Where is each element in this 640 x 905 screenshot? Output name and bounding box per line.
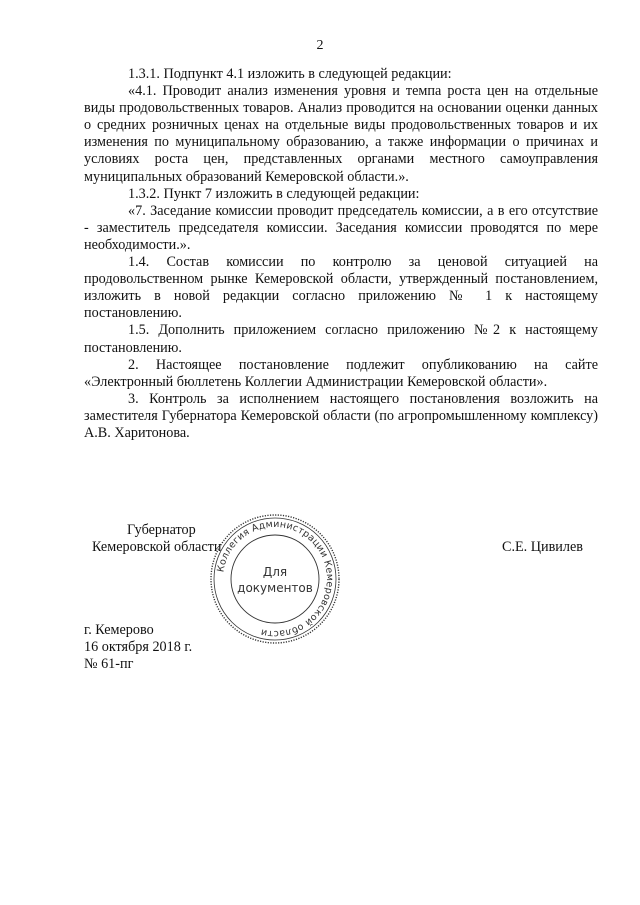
stamp-center-line2: документов xyxy=(237,581,313,595)
paragraph-1-5: 1.5. Дополнить приложением согласно приложению №2 к настоящему постановлению. xyxy=(84,322,598,356)
footer-date: 16 октября 2018 г. xyxy=(84,639,193,656)
signature-title: Губернатор xyxy=(127,522,196,538)
stamp-ring-text: Коллегия Администрации Кемеровской области xyxy=(215,518,336,640)
paragraph-3: 3. Контроль за исполнением настоящего постановления возложить на заместителя Губернатора Кемеровской области (по агропромышленному комплексу) А.В. Харитонова. xyxy=(84,390,598,441)
footer-city: г. Кемерово xyxy=(84,622,154,638)
stamp-center-line1: Для xyxy=(262,565,288,579)
footer-number: № 61-пг xyxy=(84,656,134,673)
paragraph-7-text: «7. Заседание комиссии проводит председатель комиссии, а в его отсутствие - заместитель председателя комиссии. Заседания комиссии проводятся по мере необходимости.». xyxy=(84,202,598,253)
signature-name: С.Е. Цивилев xyxy=(502,539,583,555)
document-footer xyxy=(84,622,192,673)
paragraph-1-4: 1.4. Состав комиссии по контролю за ценовой ситуацией на продовольственном рынке Кемеровской области, утвержденный постановлением, изложить в новой редакции согласно приложению № 1 к настоящему постановлению. xyxy=(84,254,598,322)
paragraph-1-3-1: 1.3.1. Подпункт 4.1 изложить в следующей редакции: xyxy=(128,66,452,82)
page-number: 2 xyxy=(316,38,324,53)
paragraph-1-3-2: 1.3.2. Пункт 7 изложить в следующей редакции: xyxy=(128,185,420,202)
official-stamp xyxy=(208,512,342,646)
document-body xyxy=(84,66,598,442)
signature-region: Кемеровской области xyxy=(92,539,222,555)
paragraph-4-1-text: «4.1. Проводит анализ изменения уровня и темпа роста цен на отдельные виды продовольственных товаров. Анализ проводится на основании оценки данных о средних розничных ценах на отдельные виды продовольственных товаров и их изменения по муниципальному образованию, а также информации о причинах и условиях роста цен, представленных органами местного самоуправления муниципальных образований Кемеровской области.». xyxy=(84,83,598,185)
paragraph-2: 2. Настоящее постановление подлежит опубликованию на сайте «Электронный бюллетень Коллегии Администрации Кемеровской области». xyxy=(84,356,598,390)
